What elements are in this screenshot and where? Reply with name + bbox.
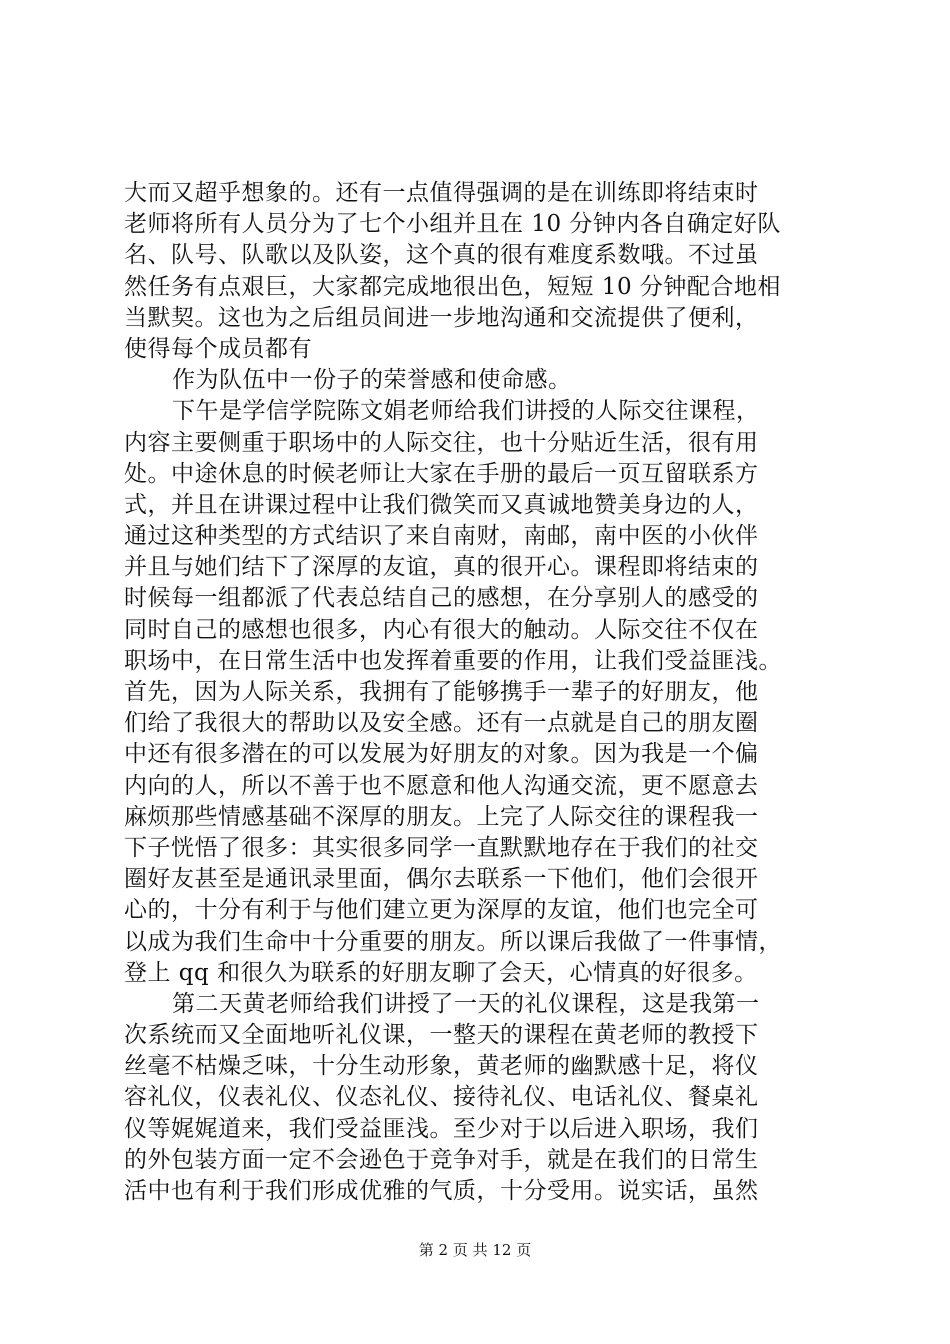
text-line: 然任务有点艰巨，大家都完成地很出色，短短 10 分钟配合地相 bbox=[124, 273, 781, 300]
text-line: 以成为我们生命中十分重要的朋友。所以课后我做了一件事情， bbox=[124, 928, 782, 955]
text-line: 下午是学信学院陈文娟老师给我们讲授的人际交往课程， bbox=[172, 398, 760, 425]
text-line: 首先，因为人际关系，我拥有了能够携手一辈子的好朋友，他 bbox=[124, 679, 759, 705]
text-line: 圈好友甚至是通讯录里面，偶尔去联系一下他们，他们会很开 bbox=[124, 866, 759, 893]
text-line: 当默契。这也为之后组员间进一步地沟通和交流提供了便利， bbox=[124, 304, 759, 331]
text-line: 并且与她们结下了深厚的友谊，真的很开心。课程即将结束的 bbox=[124, 554, 759, 581]
text-line: 登上 qq 和很久为联系的好朋友聊了会天，心情真的好很多。 bbox=[124, 959, 758, 986]
text-line: 下子恍悟了很多：其实很多同学一直默默地存在于我们的社交 bbox=[124, 834, 759, 861]
text-line: 名、队号、队歌以及队姿，这个真的很有难度系数哦。不过虽 bbox=[124, 242, 759, 269]
text-line: 同时自己的感想也很多，内心有很大的触动。人际交往不仅在 bbox=[124, 616, 759, 643]
text-line: 次系统而又全面地听礼仪课，一整天的课程在黄老师的教授下 bbox=[124, 1022, 759, 1049]
text-line: 丝毫不枯燥乏味，十分生动形象，黄老师的幽默感十足，将仪 bbox=[124, 1053, 759, 1080]
text-line: 活中也有利于我们形成优雅的气质，十分受用。说实话，虽然 bbox=[124, 1178, 759, 1204]
page-number-label: 第 2 页 共 12 页 bbox=[418, 1241, 532, 1259]
text-line: 的外包装方面一定不会逊色于竞争对手，就是在我们的日常生 bbox=[124, 1146, 759, 1173]
text-line: 作为队伍中一份子的荣誉感和使命感。 bbox=[172, 367, 572, 394]
body-text bbox=[124, 178, 844, 1207]
text-line: 内容主要侧重于职场中的人际交往，也十分贴近生活，很有用 bbox=[124, 429, 759, 456]
text-line: 职场中，在日常生活中也发挥着重要的作用，让我们受益匪浅。 bbox=[124, 647, 782, 674]
text-line: 使得每个成员都有 bbox=[124, 335, 312, 362]
text-line: 通过这种类型的方式结识了来自南财，南邮，南中医的小伙伴 bbox=[124, 523, 759, 550]
text-line: 大而又超乎想象的。还有一点值得强调的是在训练即将结束时 bbox=[124, 180, 759, 206]
text-line: 处。中途休息的时候老师让大家在手册的最后一页互留联系方 bbox=[124, 460, 759, 487]
text-line: 容礼仪，仪表礼仪、仪态礼仪、接待礼仪、电话礼仪、餐桌礼 bbox=[124, 1084, 759, 1111]
text-line: 内向的人，所以不善于也不愿意和他人沟通交流，更不愿意去 bbox=[124, 772, 759, 799]
text-line: 中还有很多潜在的可以发展为好朋友的对象。因为我是一个偏 bbox=[124, 741, 759, 768]
text-line: 心的，十分有利于与他们建立更为深厚的友谊，他们也完全可 bbox=[124, 897, 759, 924]
text-line: 老师将所有人员分为了七个小组并且在 10 分钟内各自确定好队 bbox=[124, 211, 781, 238]
text-line: 麻烦那些情感基础不深厚的朋友。上完了人际交往的课程我一 bbox=[124, 803, 759, 830]
text-line: 时候每一组都派了代表总结自己的感想，在分享别人的感受的 bbox=[124, 585, 759, 612]
text-line: 式，并且在讲课过程中让我们微笑而又真诚地赞美身边的人， bbox=[124, 491, 759, 518]
page-footer bbox=[0, 1240, 950, 1260]
text-line: 们给了我很大的帮助以及安全感。还有一点就是自己的朋友圈 bbox=[124, 710, 759, 737]
text-line: 仪等娓娓道来，我们受益匪浅。至少对于以后进入职场，我们 bbox=[124, 1115, 759, 1142]
text-line: 第二天黄老师给我们讲授了一天的礼仪课程，这是我第一 bbox=[172, 990, 760, 1017]
